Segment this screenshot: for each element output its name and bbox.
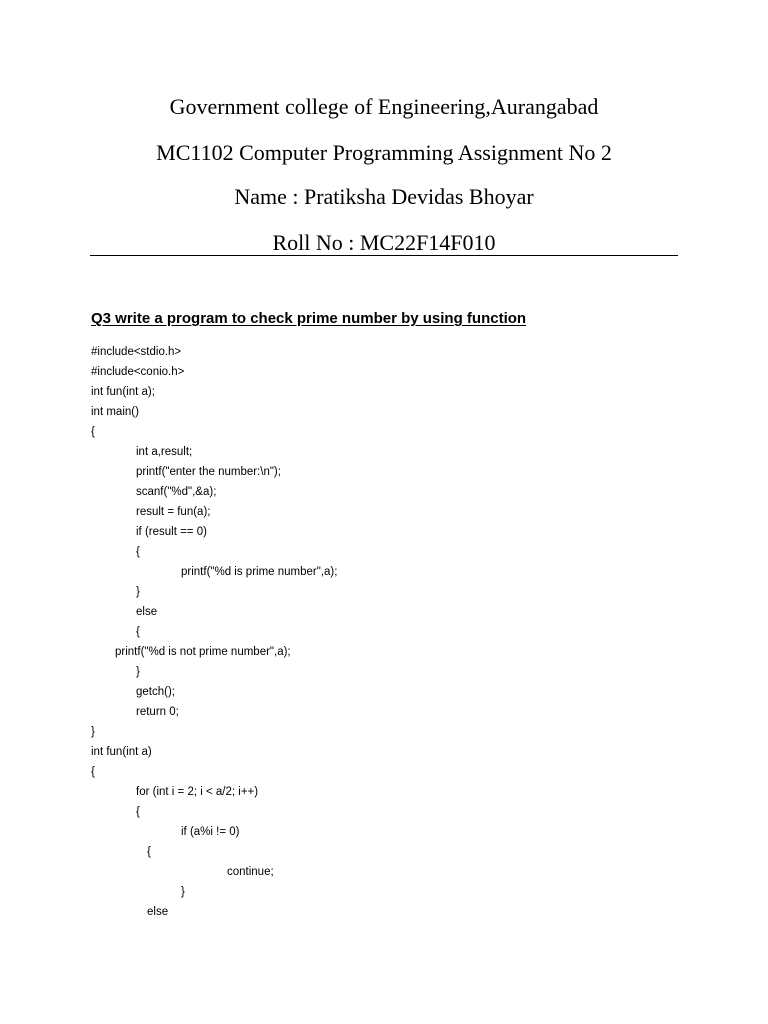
code-line: else	[136, 606, 158, 618]
code-line: int fun(int a)	[91, 746, 152, 758]
code-line: {	[91, 426, 95, 438]
code-line: {	[91, 766, 95, 778]
code-line: int a,result;	[136, 446, 193, 458]
code-line: result = fun(a);	[136, 506, 211, 518]
code-line: {	[136, 626, 140, 638]
student-name: Name : Pratiksha Devidas Bhoyar	[234, 184, 534, 209]
code-line: }	[136, 586, 140, 598]
question-heading: Q3 write a program to check prime number by using function	[91, 310, 527, 327]
code-line: }	[91, 726, 95, 738]
code-line: int fun(int a);	[91, 386, 155, 398]
code-line: #include<stdio.h>	[91, 346, 182, 358]
code-line: int main()	[91, 406, 139, 418]
code-line: printf("%d is prime number",a);	[181, 566, 338, 578]
code-line: continue;	[227, 866, 274, 878]
college-title: Government college of Engineering,Aurangabad	[169, 94, 599, 119]
code-line: printf("enter the number:\n");	[136, 466, 281, 478]
code-line: printf("%d is not prime number",a);	[115, 646, 291, 658]
code-line: else	[147, 906, 169, 918]
code-line: {	[147, 846, 151, 858]
code-line: }	[136, 666, 140, 678]
code-line: if (a%i != 0)	[181, 826, 240, 838]
code-line: }	[181, 886, 185, 898]
code-line: getch();	[136, 686, 175, 698]
code-line: for (int i = 2; i < a/2; i++)	[136, 786, 259, 798]
course-title: MC1102 Computer Programming Assignment No 2	[156, 140, 612, 165]
roll-number: Roll No : MC22F14F010	[272, 230, 496, 255]
code-line: #include<conio.h>	[91, 366, 185, 378]
code-line: if (result == 0)	[136, 526, 207, 538]
code-line: {	[136, 806, 140, 818]
code-line: scanf("%d",&a);	[136, 486, 217, 498]
code-line: return 0;	[136, 706, 179, 718]
header-divider	[90, 255, 678, 256]
code-line: {	[136, 546, 140, 558]
